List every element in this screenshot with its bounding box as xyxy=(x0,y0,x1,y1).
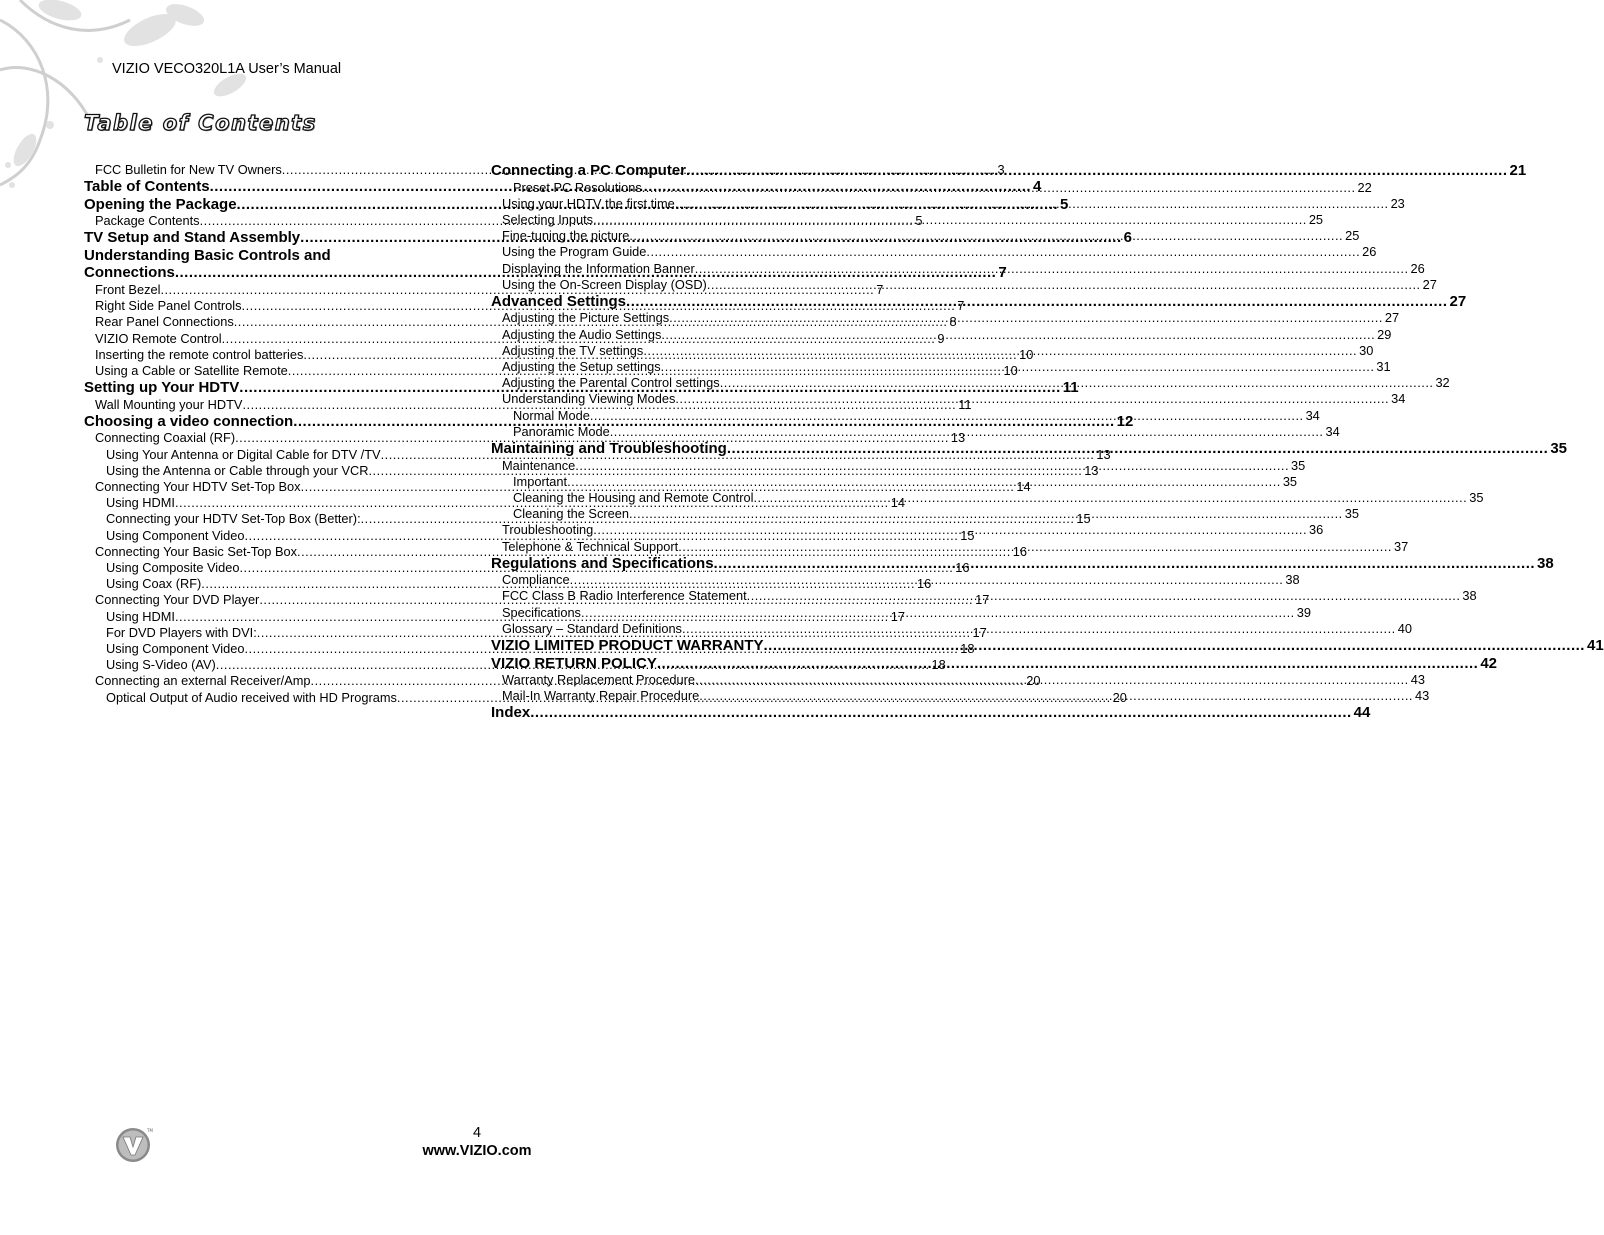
toc-entry-label: Cleaning the Housing and Remote Control xyxy=(513,489,754,505)
toc-entry-label: TV Setup and Stand Assembly xyxy=(84,229,301,247)
toc-entry-page: 35 xyxy=(1291,457,1306,473)
toc-entry-label: Optical Output of Audio received with HD Programs xyxy=(106,689,397,705)
toc-entry-page: 15 xyxy=(960,527,975,543)
toc-entry-label: Adjusting the Parental Control settings xyxy=(502,375,720,391)
dot-leader xyxy=(727,440,1548,458)
toc-entry[interactable] xyxy=(491,179,1372,196)
toc-entry-label: Connecting Coaxial (RF) xyxy=(95,430,236,446)
dot-leader xyxy=(629,506,1343,522)
toc-entry-label: FCC Class B Radio Interference Statement xyxy=(502,588,747,604)
toc-entry-label: Front Bezel xyxy=(95,281,161,297)
toc-entry[interactable] xyxy=(491,228,1360,244)
toc-entry-label: Right Side Panel Controls xyxy=(95,298,242,314)
toc-entry-label: Using the Antenna or Cable through your VCR xyxy=(106,462,369,478)
toc-entry-label: Connecting Your Basic Set-Top Box xyxy=(95,543,298,559)
toc-entry-page: 38 xyxy=(1537,554,1554,572)
toc-entry-label: Understanding Viewing Modes xyxy=(502,391,676,407)
toc-entry-page: 29 xyxy=(1377,326,1392,342)
toc-entry-label: Glossary – Standard Definitions xyxy=(502,620,682,636)
dot-leader xyxy=(570,572,1284,588)
toc-entry-label: Selecting Inputs xyxy=(502,211,594,227)
toc-entry-page: 17 xyxy=(975,592,990,608)
toc-entry-page: 18 xyxy=(960,640,975,656)
toc-entry-page: 40 xyxy=(1397,620,1412,636)
toc-entry-label: Troubleshooting xyxy=(502,522,594,538)
toc-entry-label: Fine-tuning the picture xyxy=(502,228,630,244)
toc-entry-label: Connecting Your HDTV Set-Top Box xyxy=(95,478,301,494)
toc-entry-page: 3 xyxy=(997,162,1005,177)
toc-entry-label: Adjusting the Picture Settings xyxy=(502,310,670,326)
toc-entry-page: 38 xyxy=(1285,572,1300,588)
toc-entry-label: Connecting a PC Computer xyxy=(491,162,687,179)
dot-leader xyxy=(593,212,1307,228)
toc-entry-page: 23 xyxy=(1390,195,1405,211)
toc-entry-label: Wall Mounting your HDTV xyxy=(95,396,243,412)
toc-entry-page: 5 xyxy=(915,213,923,229)
dot-leader xyxy=(575,458,1289,474)
toc-entry-page: 35 xyxy=(1550,440,1567,458)
toc-entry[interactable] xyxy=(84,247,444,265)
dot-leader xyxy=(747,588,1461,604)
toc-entry-page: 42 xyxy=(1480,654,1498,672)
svg-text:TM: TM xyxy=(147,1128,153,1133)
dot-leader xyxy=(707,277,1421,293)
toc-entry-page: 35 xyxy=(1344,506,1359,522)
toc-entry-label: Using HDMI xyxy=(106,495,175,511)
toc-entry-page: 7 xyxy=(876,281,884,297)
toc-entry-page: 14 xyxy=(1016,478,1031,494)
dot-leader xyxy=(629,228,1343,244)
toc-entry-label: Connecting your HDTV Set-Top Box (Better): xyxy=(106,511,361,527)
toc-entry[interactable] xyxy=(491,195,1405,212)
toc-entry-page: 43 xyxy=(1410,672,1425,688)
toc-entry-page: 17 xyxy=(972,624,987,640)
toc-entry-page: 38 xyxy=(1462,588,1477,604)
toc-entry-page: 37 xyxy=(1393,538,1409,554)
toc-entry-page: 27 xyxy=(1449,292,1467,310)
toc-entry-label: Using Your Antenna or Digital Cable for DTV /TV xyxy=(106,446,381,462)
toc-entry[interactable] xyxy=(491,276,1437,293)
toc-entry-label: Using S-Video (AV) xyxy=(106,657,216,673)
toc-entry-page: 4 xyxy=(1033,178,1042,196)
dot-leader xyxy=(669,310,1383,326)
toc-entry-page: 6 xyxy=(1123,229,1132,247)
toc-entry[interactable] xyxy=(491,310,1400,326)
toc-entry-label: Adjusting the Setup settings xyxy=(502,359,661,375)
toc-entry-page: 30 xyxy=(1359,342,1374,358)
dot-leader xyxy=(661,359,1375,375)
toc-entry-page: 44 xyxy=(1353,704,1371,722)
dot-leader xyxy=(610,424,1324,440)
toc-entry-label: VIZIO RETURN POLICY xyxy=(491,654,657,672)
toc-entry-label: Opening the Package xyxy=(84,195,237,213)
toc-entry-label: Using Component Video xyxy=(106,527,245,543)
toc-entry-page: 20 xyxy=(1026,673,1041,689)
toc-entry-label: Regulations and Specifications xyxy=(491,554,714,572)
toc-entry-label: For DVD Players with DVI: xyxy=(106,624,257,640)
toc-entry-page: 13 xyxy=(1096,446,1111,462)
toc-entry-label: Package Contents xyxy=(95,213,200,229)
toc-entry-label: Connecting Your DVD Player xyxy=(95,592,260,608)
toc-entry-page: 17 xyxy=(890,608,905,624)
dot-leader xyxy=(590,408,1304,424)
toc-entry-label: Adjusting the Audio Settings xyxy=(502,326,662,342)
toc-entry-label: Index xyxy=(491,704,531,722)
toc-entry-page: 15 xyxy=(1076,511,1091,527)
dot-leader xyxy=(675,391,1389,407)
toc-entry[interactable] xyxy=(491,704,1371,722)
toc-entry-label: Mail-In Warranty Repair Procedure xyxy=(502,688,700,704)
toc-entry-page: 35 xyxy=(1469,489,1484,505)
toc-entry-label: Using Component Video xyxy=(106,640,245,656)
toc-entry-page: 11 xyxy=(1062,379,1079,397)
toc-entry-label: Warranty Replacement Procedure xyxy=(502,672,695,688)
dot-leader xyxy=(643,343,1357,359)
toc-entry-page: 43 xyxy=(1414,688,1430,704)
toc-entry-page: 25 xyxy=(1345,228,1360,244)
toc-entry-page: 34 xyxy=(1305,407,1320,423)
toc-entry-page: 34 xyxy=(1325,423,1340,439)
toc-entry-label: Understanding Basic Controls and xyxy=(84,246,331,264)
toc-entry[interactable] xyxy=(491,244,1377,260)
toc-entry-label: Inserting the remote control batteries xyxy=(95,346,304,362)
toc-entry-page: 32 xyxy=(1435,375,1450,391)
toc-entry-label: Normal Mode xyxy=(513,407,590,423)
toc-entry-page: 10 xyxy=(1003,362,1018,378)
toc-entry-label: Important xyxy=(513,473,568,489)
toc-entry[interactable] xyxy=(491,292,1467,311)
toc-entry-label: Setting up Your HDTV xyxy=(84,379,240,397)
toc-entry-page: 18 xyxy=(931,657,946,673)
toc-entry-label: Table of Contents xyxy=(84,178,210,196)
toc-entry-page: 39 xyxy=(1296,604,1311,620)
toc-entry-label: Maintaining and Troubleshooting xyxy=(491,440,727,458)
dot-leader xyxy=(764,637,1585,655)
toc-entry-page: 27 xyxy=(1422,276,1437,292)
toc-entry-label: VIZIO LIMITED PRODUCT WARRANTY xyxy=(491,637,764,655)
dot-leader xyxy=(581,605,1295,621)
dot-leader xyxy=(682,621,1396,637)
page-number: 4 xyxy=(472,1125,482,1141)
toc-entry-label: Displaying the Information Banner xyxy=(502,260,695,276)
toc-entry-page: 13 xyxy=(950,430,966,446)
toc-entry-page: 5 xyxy=(1060,195,1069,213)
toc-entry[interactable] xyxy=(491,326,1392,343)
toc-entry-page: 16 xyxy=(1012,543,1028,559)
manual-title: VIZIO VECO320L1A User’s Manual xyxy=(112,61,342,77)
toc-entry-label: Panoramic Mode xyxy=(513,423,610,439)
toc-entry-page: 22 xyxy=(1357,179,1372,195)
toc-entry-label: FCC Bulletin for New TV Owners xyxy=(95,162,282,177)
dot-leader xyxy=(699,688,1413,704)
toc-entry-label: Using HDMI xyxy=(106,608,175,624)
dot-leader xyxy=(642,180,1356,196)
toc-entry-label: Using Composite Video xyxy=(106,559,240,575)
dot-leader xyxy=(695,261,1409,277)
dot-leader xyxy=(675,196,1389,212)
footer-url[interactable]: www.VIZIO.com xyxy=(422,1143,532,1159)
toc-entry-page: 16 xyxy=(955,559,970,575)
toc-entry-page: 25 xyxy=(1308,211,1324,227)
toc-entry-label: Using Coax (RF) xyxy=(106,576,202,592)
toc-entry-page: 20 xyxy=(1112,689,1127,705)
toc-entry-page: 11 xyxy=(958,396,972,412)
toc-entry-label: Maintenance xyxy=(502,457,576,473)
toc-entry-label: Specifications xyxy=(502,604,581,620)
toc-entry-page: 8 xyxy=(949,314,957,330)
toc-entry[interactable] xyxy=(491,260,1425,277)
toc-entry[interactable] xyxy=(491,211,1324,228)
toc-entry-label: Telephone & Technical Support xyxy=(502,538,679,554)
dot-leader xyxy=(593,522,1307,538)
toc-entry-page: 16 xyxy=(917,576,932,592)
dot-leader xyxy=(714,555,1535,573)
toc-entry-label: Using the Program Guide xyxy=(502,244,647,260)
dot-leader xyxy=(686,162,1507,180)
toc-entry-label: VIZIO Remote Control xyxy=(95,330,222,346)
toc-entry-label: Connections xyxy=(84,264,175,282)
toc-entry-page: 21 xyxy=(1509,162,1527,179)
toc-entry-label: Adjusting the TV settings xyxy=(502,342,644,358)
toc-entry-page: 31 xyxy=(1376,359,1391,375)
toc-entry-page: 26 xyxy=(1362,244,1377,260)
dot-leader xyxy=(530,704,1351,722)
toc-entry-label: Connecting an external Receiver/Amp xyxy=(95,673,311,689)
toc-entry-label: Choosing a video connection xyxy=(84,412,294,430)
toc-entry-page: 12 xyxy=(1116,412,1134,430)
toc-entry-page: 9 xyxy=(937,330,945,346)
toc-entry-label: Advanced Settings xyxy=(491,292,627,310)
dot-leader xyxy=(626,293,1447,311)
toc-entry-page: 7 xyxy=(957,298,965,314)
toc-entry-page: 27 xyxy=(1384,310,1400,326)
toc-entry-label: Cleaning the Screen xyxy=(513,506,629,522)
toc-entry-label: Preset PC Resolutions xyxy=(513,179,642,195)
toc-entry-label: Rear Panel Connections xyxy=(95,314,234,330)
dot-leader xyxy=(661,327,1375,343)
dot-leader xyxy=(720,375,1434,391)
toc-entry-label: Using the On-Screen Display (OSD) xyxy=(502,276,707,292)
toc-entry-page: 14 xyxy=(890,495,905,511)
dot-leader xyxy=(678,539,1392,555)
dot-leader xyxy=(695,672,1409,688)
toc-entry-label: Using a Cable or Satellite Remote xyxy=(95,362,288,378)
toc-entry-page: 41 xyxy=(1586,637,1604,655)
toc-entry-label: Using your HDTV the first time xyxy=(502,195,675,211)
dot-leader xyxy=(657,655,1478,673)
dot-leader xyxy=(753,490,1467,506)
toc-entry-page: 7 xyxy=(998,264,1007,282)
toc-entry-page: 10 xyxy=(1019,346,1034,362)
toc-entry-page: 26 xyxy=(1410,260,1425,276)
dot-leader xyxy=(567,474,1281,490)
toc-heading: Table of Contents xyxy=(84,111,317,135)
toc-entry-label: Compliance xyxy=(502,572,570,588)
toc-entry-page: 34 xyxy=(1391,391,1406,407)
dot-leader xyxy=(646,244,1360,260)
toc-entry[interactable] xyxy=(491,162,1527,180)
toc-entry-page: 36 xyxy=(1309,522,1324,538)
toc-entry-page: 35 xyxy=(1282,473,1298,489)
toc-entry-page: 13 xyxy=(1084,462,1099,478)
